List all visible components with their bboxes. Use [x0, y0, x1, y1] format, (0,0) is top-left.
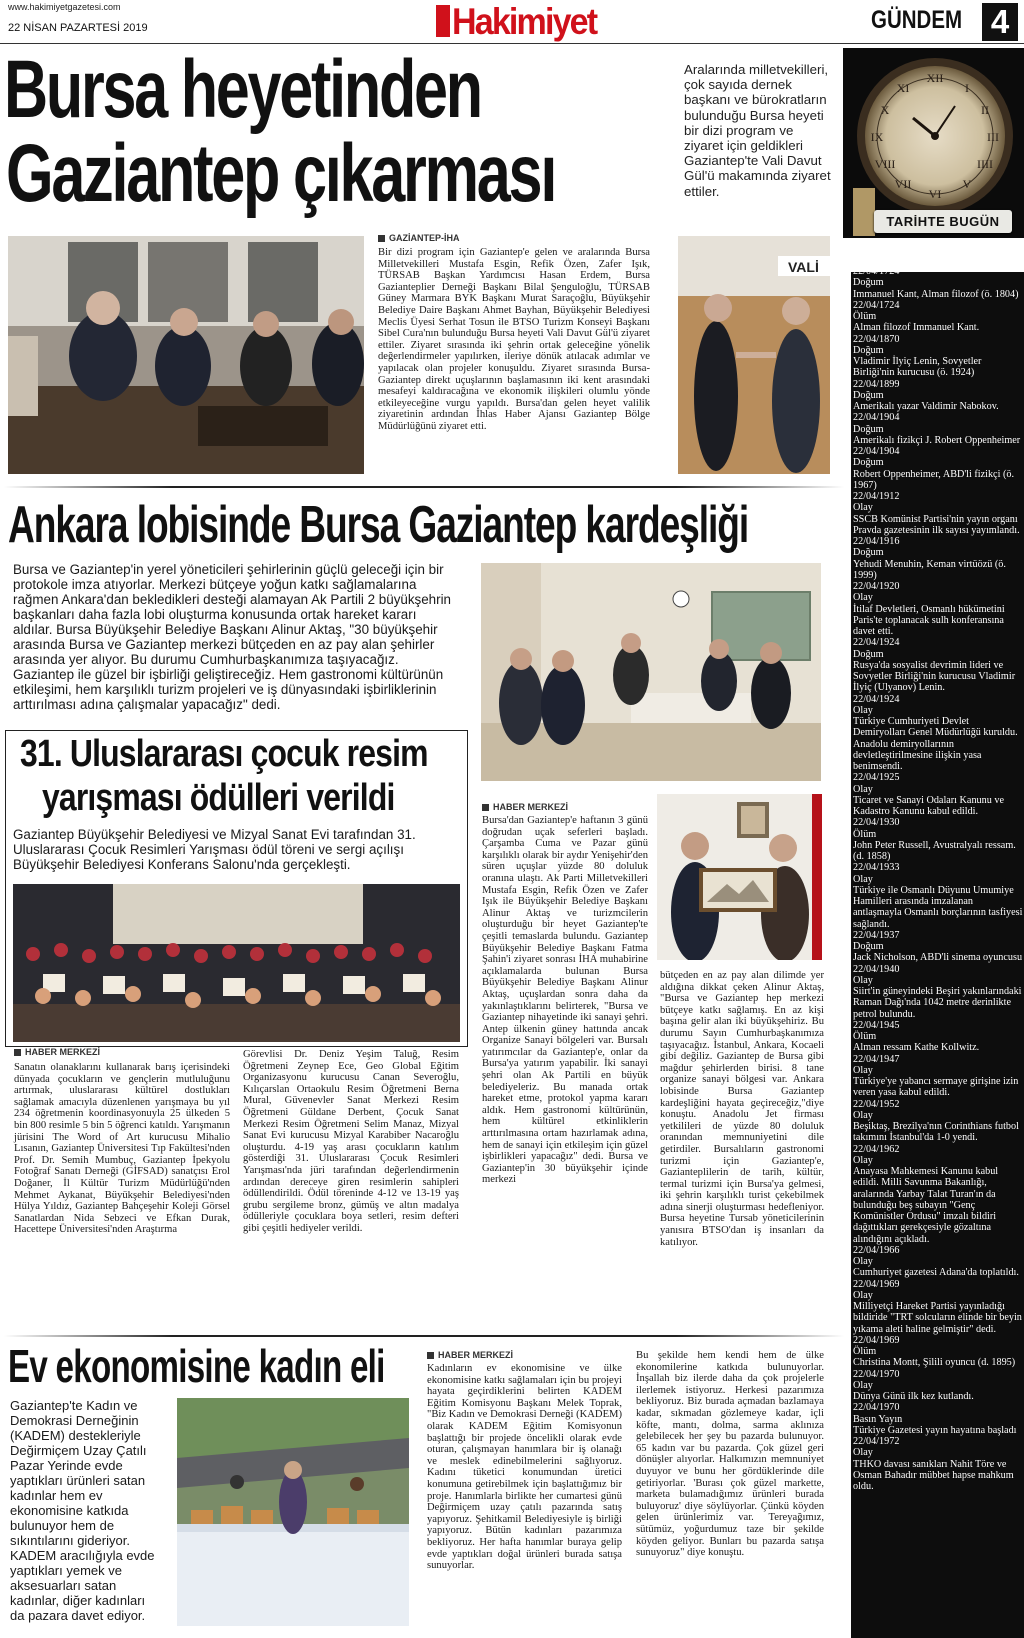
logo-mark [436, 5, 450, 37]
story2-body-col2: bütçeden en az pay alan dilimde yer aldığına dikkat çeken Alinur Aktaş, "Bursa ve Gaziantep hep merkezi bütçeye katkı sağlamış. En az kişi başına gelir alan iki büyükşehiriz. Bu durumu Sayın Cumhurbaşkanımıza taşıyacağız. İstanbul, Ankara, Kocaeli gibi değiliz. Gaziantep de Bursa gibi mağdur şehirlerden birisi. 8 tane organize sanayi bölgesi var. Ankara lobisinde Bursa Gaziantep kardeşliğini hayata geçireceğiz,"diye konuştu. Anadolu Jet firması yetkilileri de yüzde 80 doluluk oranından memnuniyetini dile getirdiler. Bursalıların gastronomi turizmi için Gaziantep'e, Gazianteplilerin de tarih, kültür, termal turizmi için Bursa'ya gelmesi, iki şehrin karşılıklı turist çekebilmek adına sinerji oluşturması hedefleniyor. Bursa heyetine Tursab yöneticilerinin yanısıra BTSO'dan iş insanları da katılıyor. [660, 970, 824, 1248]
history-entry-type: Olay [853, 1256, 873, 1267]
history-entry [853, 266, 1023, 300]
history-entry [853, 581, 1023, 637]
story4-body-col2: Bu şekilde hem kendi hem de ülke ekonomilerine katkıda bulunuyorlar. İnşallah biz ilerde daha da çok projelerle ilerlemek istiyoruz. Herkesi pazarımıza bekliyoruz. Biz burada açmadan bazlamaya kadar, sıkmadan gözlemeye kadar, içli köfte, mantı, dolma, sarma aklınıza gelebilecek her şey bu pazarda bulunuyor. 65 kadın var bu pazarda. Çok güzel geri dönüşler alıyorlar. Halkımızın memnuniyet duyuyor ve bunu her gördüklerinde dile getiriyorlar. 'Burası çok güzel markette, marketa bulamadığımız ürünleri burada buluyoruz' diye söylüyorlar. Çünkü köyden gelen ürünlerimiz var. Tereyağımız, sütümüz, yoğurdumuz taze bir şekilde köyden geliyor. Bunları bu pazarda satışa sunuyoruz" diye konuştu. [636, 1350, 824, 1559]
history-entry [853, 930, 1023, 964]
history-entry [853, 772, 1023, 817]
history-entry [853, 1099, 1023, 1144]
history-entry-text: SSCB Komünist Partisi'nin yayın organı Pravda gazetesinin ilk sayısı yayımlandı. [853, 513, 1020, 536]
history-entry-date: 22/04/1925 [853, 772, 900, 784]
banner-label: TARİHTE BUGÜN [886, 214, 1000, 229]
svg-text:VI: VI [928, 187, 942, 201]
history-entry-text: Christina Montt, Şilili oyuncu (d. 1895) [853, 1357, 1016, 1369]
history-entry-type: Ölüm [853, 1346, 877, 1357]
svg-text:II: II [981, 103, 989, 117]
story4-body-col1: Kadınların ev ekonomisine ve ülke ekonomisine katkı sağlamaları için bu projeyi hayata geçirdiklerini belirten KADEM Eğitim Komisyonu Başkanı Melek Toprak, "Biz Kadın ve Demokrasi Derneği (KADEM) olarak KADEM Eğitim Komisyonun başlattığı bir projede öncelikli olarak evde oturan, çalışmayan hanımlara bir iş olanağı ve meslek edinebilmelerini sağlıyoruz. Kadını tüketici konumundan üretici konumuna getirebilmek için başlattığımız bir proje. Hanımlarla birlikte her cumartesi günü Değirmiçem uzay çatılı pazarında satış yapıyoruz. Şehitkamil Belediyesiyle iş birliği yapıyoruz. Bütün kadınları pazarımıza bekliyoruz. Her hafta hanımlar buraya gelip evde yaptıkları doğal ürünleri burada satışa sunuyorlar. [427, 1363, 622, 1572]
history-entry-text: Amerikalı yazar Valdimir Nabokov. [853, 401, 999, 412]
history-entry-type: Olay [853, 1109, 873, 1121]
history-entry-date: 22/04/1930 [853, 817, 900, 829]
history-entry-text: Alman ressam Kathe Kollwitz. [853, 1042, 980, 1054]
history-entry-date: 22/04/1912 [853, 491, 900, 502]
history-entry-date: 22/04/1920 [853, 581, 900, 592]
story4-credit: HABER MERKEZİ [427, 1350, 513, 1360]
story3-lead: Gaziantep Büyükşehir Belediyesi ve Mizyal Sanat Evi tarafından 31. Uluslararası Çocuk Resimleri Yarışması ödül töreni ve sergi açılışı Büyükşehir Belediyesi Konferans Salonu'nda gerçekleşti. [13, 827, 416, 872]
history-entry-date: 22/04/1952 [853, 1098, 900, 1110]
rule-after-story1 [4, 486, 844, 488]
logo-text: Hakimiyet [452, 1, 597, 42]
svg-text:IIII: IIII [977, 157, 993, 171]
story4-photo-market [177, 1398, 409, 1626]
history-entry [853, 446, 1023, 491]
svg-text:IX: IX [870, 130, 884, 144]
svg-text:VII: VII [894, 177, 912, 191]
history-entry [853, 694, 1023, 773]
history-entry-type: Olay [853, 502, 873, 514]
history-entry [853, 1402, 1023, 1436]
history-entry [853, 862, 1023, 930]
story1-photo-meeting [8, 236, 364, 474]
history-entry [853, 1279, 1023, 1335]
history-entry-type: Basın Yayın [853, 1413, 903, 1425]
history-entry-date: 22/04/1924 [853, 693, 900, 705]
story1-headline-line2: Gaziantep çıkarması [6, 128, 556, 219]
history-entry-date: 22/04/1945 [853, 1019, 900, 1031]
history-entry-text: Türkiye ile Osmanlı Düyunu Umumiye Hamilleri arasında imzalanan antlaşmayla Osmanlı borçlarının tasfiyesi sağlandı. [853, 884, 1023, 930]
story4-lead: Gaziantep'te Kadın ve Demokrasi Derneğinin (KADEM) destekleriyle Değirmiçem Uzay Çatılı Pazar Yerinde evde yaptıkları ürünleri satan kadınlar hem ev ekonomisine katkıda bulunuyor hem de sıkıntılarını gideriyor. KADEM aracılığıyla evde yaptıkları yemek ve aksesuarları satan kadınlar, diğer kadınları da pazara davet ediyor. [10, 1398, 155, 1623]
history-entry [853, 491, 1023, 536]
history-entry [853, 1144, 1023, 1245]
story3-credit: HABER MERKEZİ [14, 1047, 100, 1057]
history-entry-type: Olay [853, 873, 873, 885]
story1-headline-line1: Bursa heyetinden [4, 44, 481, 135]
history-entry-type: Olay [853, 592, 873, 604]
history-entry-type: Ölüm [853, 828, 877, 840]
history-entry [853, 1436, 1023, 1492]
svg-text:V: V [962, 177, 972, 191]
history-entry [853, 1369, 1023, 1403]
svg-text:VIII: VIII [874, 157, 896, 171]
history-entry-text: Türkiye Cumhuriyeti Devlet Demiryolları Genel Müdürlüğü kuruldu. Anadolu demiryollarının devletleştirilmesine ilişkin yasa benimsendi. [853, 716, 1018, 772]
history-entry [853, 379, 1023, 413]
history-entry-type: Ölüm [853, 1031, 877, 1042]
history-entry-type: Olay [853, 1154, 873, 1166]
svg-text:XI: XI [896, 81, 910, 95]
history-entry [853, 1054, 1023, 1099]
history-entry-text: Cumhuriyet gazetesi Adana'da toplatıldı. [853, 1267, 1019, 1279]
svg-text:XII: XII [926, 71, 944, 85]
story1-body: Bir dizi program için Gaziantep'e gelen ve aralarında Bursa Milletvekilleri Mustafa Esgin, Refik Özen, Zafer Işık, TÜRSAB Başkan Yardımcısı Hasan Erdem, Bursa Gazianteplier Derneği Başkanı Bilal Şenguloğlu, TÜRSAB Güney Marmara BYK Başkanı Murat Saraçoğlu, Büyükşehir Belediye Daire Başkanı Ahmet Bayhan, Büyükşehir Belediyesi Meclis Üyesi Serhat Tosun ile BTSO Turizm Konseyi Başkanı Sibel Cura'nın bulunduğu Bursa heyeti Vali Davut Gül'ü ziyaret ettiler. Ziyaret sırasında iki şehrin ortak geleceğine yönelik değerlendirmeler yapılırken, ileriye dönük atılacak adımlar ve yapılacak olan projeler konuşuldu. Ziyaret sırasında Bursa-Gaziantep direkt uçuşlarının başlamasının iki kent arasındaki mesafeyi kaldıracağına ve ekonomik ilişkileri olumlu yönde etkileyeceğine vurgu yapıldı. Bursa'dan gelen heyet valilik ziyaretinin ardından İhlas Haber Ajansı Gaziantep Bölge Müdürlüğünü ziyaret etti. [378, 247, 650, 432]
history-entry-text: Vladimir İlyiç Lenin, Sovyetler Birliği'nin kurucusu (ö. 1924) [853, 356, 982, 379]
tarihte-bugun-list [853, 266, 1023, 1492]
history-entry-date: 22/04/1969 [853, 1334, 900, 1346]
story3-body-col1: Sanatın olanaklarını kullanarak barış içerisindeki dünyada çocukların ve gençlerin mutluluğunu artırmak, uluslararası kültürel dostlukları sağlamak amacıyla düzenlenen yarışmaya bu yıl 234 öğretmenin koordinasyonuyla 25 ülkeden 5 bin 800 resimle 5 bin 5 öğrenci katıldı. Yarışmanın jürisini The Word of Art kurucusu Mihalio Lısanın, Gaziantep Üniversitesi Tıp Fakültesi'nden Prof. Dr. Semih Mumbuç, Gaziantep İpekyolu Fotoğraf Sanatı Derneği (GİFSAD) sanatçısı Erol Doğaner, İl Kültür Turizm Müdürlüğü'nden Mehmet Aykanat, Büyükşehir Belediyesi'nden Hülya Yıldız, Gaziantep Bahçeşehir Koleji Görsel Sanatlardan Nida Sebzeci ve Efkan Durak, Hacettepe Üniversitesi'nden Araştırma [14, 1062, 230, 1236]
history-entry-date: 22/04/1899 [853, 378, 900, 390]
history-entry-date: 22/04/1870 [853, 333, 900, 345]
history-entry-date: 22/04/1916 [853, 536, 900, 547]
history-entry-text: Dünya Günü ilk kez kutlandı. [853, 1391, 974, 1402]
story3-photo-children [13, 884, 460, 1042]
history-entry [853, 637, 1023, 693]
story3-headline-line2: yarışması ödülleri verildi [42, 777, 395, 819]
history-entry-text: John Peter Russell, Avustralyalı ressam. (d. 1858) [853, 839, 1016, 862]
history-entry [853, 300, 1023, 334]
history-entry-type: Doğum [853, 648, 884, 660]
history-entry-type: Doğum [853, 423, 884, 435]
history-entry-text: İtilaf Devletleri, Osmanlı hükümetini Paris'te toplanacak sulh konferansına davet etti. [853, 603, 1005, 637]
history-entry-text: Beşiktaş, Brezilya'nın Corinthians futbol takımını İstanbul'da 1-0 yendi. [853, 1121, 1019, 1144]
history-entry [853, 1020, 1023, 1054]
tarihte-bugun-banner [874, 210, 1012, 233]
history-entry-text: Rusya'da sosyalist devrimin lideri ve Sovyetler Birliği'nin kurucusu Vladimir İlyiç (Ulyanov) Lenin. [853, 659, 1016, 694]
history-entry-date: 22/04/1724 [853, 266, 900, 277]
history-entry-date: 22/04/1962 [853, 1143, 900, 1155]
history-entry-text: Anayasa Mahkemesi Kanunu kabul edildi. Milli Savunma Bakanlığı, aralarında Yarbay Talat Turan'ın da bulunduğu beş subayın "Genç Komünistler Ordusu" imzalı bildiri dağıttıkları gerekçesiyle gözaltına alındığını açıkladı. [853, 1166, 999, 1245]
history-entry-type: Olay [853, 704, 873, 716]
history-entry-date: 22/04/1904 [853, 412, 900, 424]
story2-photo-office [481, 563, 821, 781]
history-entry-type: Olay [853, 1064, 873, 1076]
history-entry-text: Amerikalı fizikçi J. Robert Oppenheimer [853, 434, 1021, 446]
history-entry-date: 22/04/1969 [853, 1278, 900, 1290]
history-entry-date: 22/04/1924 [853, 637, 900, 649]
history-entry-date: 22/04/1724 [853, 299, 900, 311]
history-entry-text: Milliyetçi Hareket Partisi yayınladığı bildiride "TRT solcuların elinde bir beyin yıkama aleti haline gelmiştir" dedi. [853, 1301, 1022, 1335]
history-entry-type: Doğum [853, 941, 884, 952]
history-entry [853, 1245, 1023, 1279]
history-entry-type: Ölüm [853, 311, 877, 322]
story2-body-col1: Bursa'dan Gaziantep'e haftanın 3 günü doğrudan uçak seferleri başladı. Çarşamba Cuma ve Pazar günü karşılıklı olarak bir aydır Yenişehir'den süren uçuşlar yüzde 80 doluluk oranına ulaştı. Ak Parti Milletvekilleri Mustafa Esgin, Refik Özen ve Zafer Işık ile Büyükşehir Belediye Başkanı Alinur Aktaş ve turizmcilerin oluşturduğu bir heyet Gaziantep'te çeşitli temaslarda bulundu. Gaziantep Büyükşehir Belediye Başkanı Fatma Şahin'i ziyaret sonrası İHA muhabirine açıklamalarda bulunan Bursa Büyükşehir Belediye Başkanı Alinur Aktaş, uçuşlardan sonra daha da yakınlaştıklarını belirterek, "Bursa ve Gaziantep nihayetinde iki sanayi şehri. Antep ülkenin güney hattında ancak Organize Sanayi bölgeleri var. Bursalı yatırımcılar da Gaziantep'e, onlar da Bursa'ya yatırım yapabilir. İki sanayi şehri olan Ak Partili en büyük belediyeleriz. Bu manada ortak hareket etme, protokol yapma kararı aldık. Hem gastronomi kültürünün, hem kültürel etkinliklerin arttırılmasına ortam hazırlamak adına, hem de sanayi için etkileşim için güzel işbirlikleri yapacağız" dedi. Bursa ve Gaziantep'in 30 büyükşehir içinde merkezi [482, 815, 648, 1186]
history-entry-date: 22/04/1933 [853, 862, 900, 874]
history-entry-type: Olay [853, 783, 873, 795]
history-entry-date: 22/04/1947 [853, 1053, 900, 1065]
history-entry-date: 22/04/1937 [853, 929, 900, 941]
history-entry-type: Doğum [853, 547, 884, 559]
issue-date: 22 NİSAN PAZARTESİ 2019 [8, 22, 148, 34]
story2-headline: Ankara lobisinde Bursa Gaziantep kardeşliği [8, 496, 749, 554]
story1-credit: GAZİANTEP-İHA [378, 233, 460, 243]
history-entry-text: Ticaret ve Sanayi Odaları Kanunu ve Kadastro Kanunu kabul edildi. [853, 794, 1004, 817]
svg-text:X: X [880, 103, 890, 117]
history-entry-type: Doğum [853, 344, 884, 356]
rule-before-story4 [4, 1335, 844, 1337]
site-url[interactable]: www.hakimiyetgazetesi.com [8, 2, 121, 12]
history-entry-date: 22/04/1970 [853, 1368, 900, 1380]
history-entry-text: Jack Nicholson, ABD'li sinema oyuncusu [853, 952, 1023, 964]
history-entry-date: 22/04/1970 [853, 1402, 900, 1414]
section-title: GÜNDEM [871, 6, 963, 34]
history-entry-type: Doğum [853, 389, 884, 401]
page-number-box [982, 3, 1018, 41]
story2-credit: HABER MERKEZİ [482, 802, 568, 812]
story2-lead: Bursa ve Gaziantep'in yerel yöneticileri şehirlerinin güçlü geleceği için bir protokole imza atıyorlar. Merkezi bütçeye yoğun katkı sağlamalarına rağmen Ankara'dan bekledikleri desteği alamayan Ak Partili 2 büyükşehrin başkanları daha fazla lobi oluşturma konusunda ortak hareket kararı aldılar. Bursa Büyükşehir Belediye Başkanı Alinur Aktaş, "30 büyükşehir arasında Bursa ve Gaziantep merkezi bütçeden en az pay alan şehirler arasında yer alıyor. Bu durumu Cumhurbaşkanımıza taşıyacağız. Gaziantep ile güzel bir işbirliği geliştireceğiz. Hem gastronomi kültürünün etkileşimi, hem karşılıklı turizm projeleri ve iş dünyasındaki işbirliklerinin arttırılması adına çalışmalar yapacağız" dedi. [13, 562, 451, 712]
history-entry-text: Türkiye Gazetesi yayın hayatına başladı [853, 1424, 1017, 1436]
history-entry-text: Yehudi Menuhin, Keman virtüözü (ö. 1999) [853, 558, 1006, 581]
masthead-logo[interactable] [436, 1, 626, 42]
svg-text:I: I [965, 81, 969, 95]
history-entry-type: Olay [853, 1379, 873, 1391]
history-entry-text: Immanuel Kant, Alman filozof (ö. 1804) [853, 288, 1019, 300]
page-number: 4 [990, 3, 1010, 40]
history-entry-text: Siirt'in güneyindeki Beşiri yakınlarındaki Raman Dağı'nda 1042 metre derinlikte petrol bulundu. [853, 986, 1022, 1020]
history-entry-text: Alman filozof Immanuel Kant. [853, 322, 980, 334]
history-entry [853, 817, 1023, 862]
history-entry-date: 22/04/1966 [853, 1244, 900, 1256]
history-entry-type: Doğum [853, 277, 884, 289]
history-entry-text: Türkiye'ye yabancı sermaye girişine izin veren yasa kabul edildi. [853, 1076, 1019, 1099]
history-entry-date: 22/04/1940 [853, 963, 900, 975]
history-entry [853, 334, 1023, 379]
history-entry-date: 22/04/1904 [853, 446, 900, 457]
history-entry [853, 1335, 1023, 1369]
history-entry [853, 536, 1023, 581]
story1-deck: Aralarında milletvekilleri, çok sayıda dernek başkanı ve bürokratların bulunduğu Bursa heyeti bir dizi program ve ziyaret için geldikleri Gaziantep'te Vali Davut Gül'ü makamında ziyaret ettiler. [684, 62, 831, 199]
story3-body-col2: Görevlisi Dr. Deniz Yeşim Taluğ, Resim Öğretmeni Zeynep Ece, Geo Global Eğitim Organizasyonu kurucusu Canan Severoğlu, Kılıçarslan Ortaokulu Resim Öğretmeni Berna Mural, Güvenevler Sanat Merkezi Resim Öğretmeni Güldane Derbent, Çocuk Sanat Merkezi Resim Öğretmeni Selim Manaz, Mizyal Sanat Evi kurucusu Mizyal Karabiber Nacaroğlu oluşturdu. 4-19 yaş arası çocukların katılım gösterdiği 31. Uluslararası Çocuk Resimleri Yarışması'nda jüri tarafından değerlendirmenin ardından dereceye giren resimlerin sahipleri ödüllendirildi. Ödül töreninde 4-12 ve 13-19 yaş grubu sergileme bronz, gümüş ve altın madalya ödülleriyle çocuklara boya setleri, resim defteri gibi çeşitli hediyeler verildi. [243, 1049, 459, 1234]
history-entry-type: Olay [853, 1289, 873, 1301]
story4-headline: Ev ekonomisine kadın eli [8, 1340, 385, 1392]
story1-photo-handshake [678, 236, 830, 474]
story3-headline-line1: 31. Uluslararası çocuk resim [20, 733, 428, 775]
history-entry-type: Doğum [853, 457, 884, 469]
svg-text:III: III [987, 130, 999, 144]
story2-photo-gift [657, 794, 822, 960]
history-entry [853, 412, 1023, 446]
history-entry-text: Robert Oppenheimer, ABD'li fizikçi (ö. 1967) [853, 468, 1014, 491]
history-entry-date: 22/04/1972 [853, 1436, 900, 1447]
history-entry-type: Olay [853, 1447, 873, 1459]
history-entry-text: THKO davası sanıkları Nahit Töre ve Osman Bahadır mübbet hapse mahkum oldu. [853, 1458, 1014, 1492]
history-entry [853, 964, 1023, 1020]
photo-sign-text: VALİ [788, 259, 819, 275]
history-entry-type: Olay [853, 974, 873, 986]
